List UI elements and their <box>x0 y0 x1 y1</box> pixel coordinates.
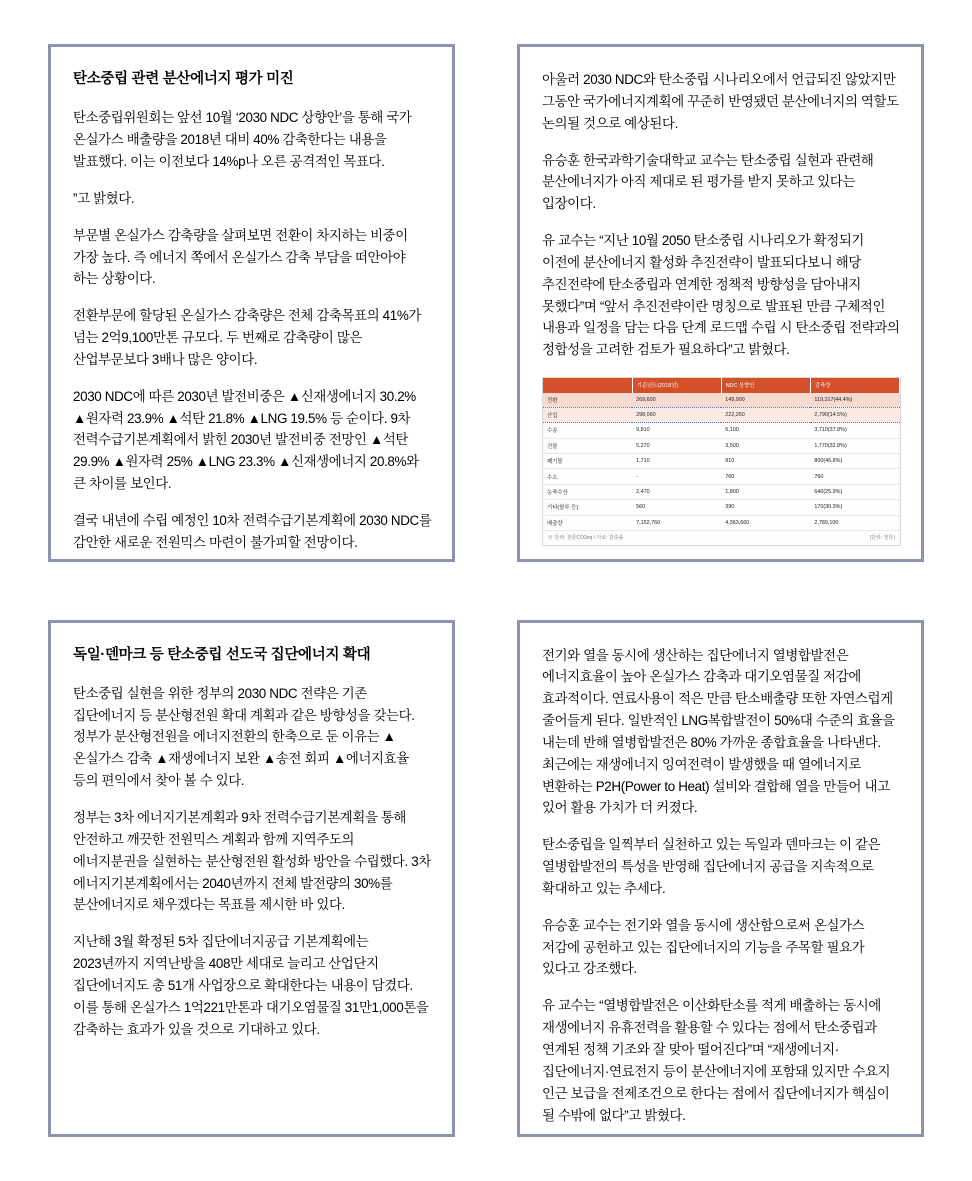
table-cell: 5,270 <box>632 438 721 453</box>
table-header-cell <box>543 378 632 392</box>
table-cell-label: 기타(탈루 등) <box>543 500 632 515</box>
figure-caption-left: ※ 단위: 천톤CO2eq / 자료: 감축률 <box>548 534 624 541</box>
emissions-reduction-table <box>543 378 900 531</box>
table-cell: 9,810 <box>632 423 721 438</box>
table-row <box>543 393 900 408</box>
page-title: 탄소중립 관련 분산에너지 평가 미진 <box>73 71 294 87</box>
table-header-cell: 감축량 <box>810 378 899 392</box>
table-row <box>543 484 900 499</box>
table-cell: 1,710 <box>632 454 721 469</box>
table-row <box>543 438 900 453</box>
table-cell-label: 산업 <box>543 407 632 422</box>
paragraph: 정부는 3차 에너지기본계획과 9차 전력수급기본계획을 통해 안전하고 깨끗한 전원믹스 계획과 함께 지역주도의 에너지분권을 실현하는 분산형전원 활성화 방안을 수립했다. 3차 에너지기본계획에서는 2040년까지 전체 발전량의 30%를 분산에너지로 채우겠다는 목표를 제시한 바 있다. <box>73 810 431 913</box>
paragraph: 전환부문에 할당된 온실가스 감축량은 전체 감축목표의 41%가 넘는 2억9,100만톤 규모다. 두 번째로 감축량이 많은 산업부문보다 3배나 많은 양이다. <box>73 308 422 367</box>
table-cell: 269,600 <box>632 393 721 408</box>
table-cell: 149,900 <box>721 393 810 408</box>
figure-caption <box>543 531 900 545</box>
table-cell: 640(25.9%) <box>810 484 899 499</box>
paragraph: 부문별 온실가스 감축량을 살펴보면 전환이 차지하는 비중이 가장 높다. 즉 에너지 쪽에서 온실가스 감축 부담을 떠안아야 하는 상황이다. <box>73 227 408 287</box>
table-cell-label: 건물 <box>543 438 632 453</box>
paragraph: 탄소중립위원회는 앞선 10월 ‘2030 NDC 상향안’을 통해 국가 온실가스 배출량을 2018년 대비 40% 감축한다는 내용을 발표했다. 이는 이전보다 14%p나 오른 공격적인 목표다. <box>73 110 412 169</box>
table-cell-label: 배출량 <box>543 515 632 530</box>
table-cell: 119,317(44.4%) <box>810 393 899 408</box>
table-cell-label: 폐기물 <box>543 454 632 469</box>
table-cell: 3,500 <box>721 438 810 453</box>
table-header-cell: NDC 상향안 <box>721 378 810 392</box>
paragraph: 2030 NDC에 따른 2030년 발전비중은 ▲신재생에너지 30.2% ▲원자력 23.9% ▲석탄 21.8% ▲LNG 19.5% 등 순이다. 9차 전력수급기본계획에서 밝힌 2030년 발전비중 전망인 ▲석탄 29.9% ▲원자력 25% ▲LNG 23.3% ▲신재생에너지 20.8%와 큰 차이를 보인다. <box>73 388 419 492</box>
table-cell: 2,789,100 <box>810 515 899 530</box>
table-cell: 3,710(37.8%) <box>810 423 899 438</box>
paragraph: 탄소중립 실현을 위한 정부의 2030 NDC 전략은 기존 집단에너지 등 분산형전원 확대 계획과 같은 방향성을 갖는다. 정부가 분산형전원을 에너지전환의 한축으로 둔 이유는 ▲온실가스 감축 ▲재생에너지 보완 ▲송전 회피 ▲에너지효율 등의 편익에서 찾아 볼 수 있다. <box>73 685 415 789</box>
table-cell: 910 <box>721 454 810 469</box>
paragraph: 아울러 2030 NDC와 탄소중립 시나리오에서 언급되진 않았지만 그동안 국가에너지계획에 꾸준히 반영됐던 분산에너지의 역할도 논의될 것으로 예상된다. <box>542 72 899 131</box>
paragraph: 유 교수는 “열병합발전은 이산화탄소를 적게 배출하는 동시에 재생에너지 유휴전력을 활용할 수 있다는 점에서 탄소중립과 연계된 정책 기조와 잘 맞아 떨어진다”며 “재생에너지·집단에너지·연료전지 등이 분산에너지에 포함돼 있지만 수요지 인근 보급을 전제조건으로 한다는 점에서 집단에너지가 핵심이 될 수밖에 없다”고 밝혔다. <box>542 998 891 1123</box>
table-row <box>543 515 900 530</box>
page-title: 독일·덴마크 등 탄소중립 선도국 집단에너지 확대 <box>73 646 371 663</box>
table-cell: 390 <box>721 500 810 515</box>
table-cell: 1,800 <box>721 484 810 499</box>
paragraph: 지난해 3월 확정된 5차 집단에너지공급 기본계획에는 2023년까지 지역난방을 408만 세대로 늘리고 산업단지 집단에너지도 총 51개 사업장으로 확대한다는 내용이 담겼다. 이를 통해 온실가스 1억221만톤과 대기오염물질 31만1,000톤을 감축하는 효과가 있을 것으로 기대하고 있다. <box>73 934 429 1037</box>
table-cell: 760 <box>810 469 899 484</box>
emissions-reduction-table-figure <box>542 377 901 546</box>
paragraph: 유승훈 한국과학기술대학교 교수는 탄소중립 실현과 관련해 분산에너지가 아직 제대로 된 평가를 받지 못하고 있다는 입장이다. <box>542 152 874 212</box>
paragraph: ”고 밝혔다. <box>73 190 135 206</box>
table-cell: 560 <box>632 500 721 515</box>
table-row <box>543 407 900 422</box>
table-header-cell: 기준년도(2018년) <box>632 378 721 392</box>
table-cell: 1,770(32.8%) <box>810 438 899 453</box>
table-cell: 2,790(14.5%) <box>810 407 899 422</box>
article-panel-top-left <box>48 44 455 562</box>
table-cell: 222,260 <box>721 407 810 422</box>
table-cell: 170(30.3%) <box>810 500 899 515</box>
paragraph: 유 교수는 “지난 10월 2050 탄소중립 시나리오가 확정되기 이전에 분산에너지 활성화 추진전략이 발표되다보니 해당 추진전략에 탄소중립과 연계한 정책적 방향성을 담아내지 못했다”며 “앞서 추진전략이란 명칭으로 발표된 만큼 구체적인 내용과 일정을 담는 다음 단계 로드맵 수립 시 탄소중립 전략과의 정합성을 고려한 검토가 필요하다”고 밝혔다. <box>542 233 900 358</box>
article-panel-bottom-right <box>517 620 924 1138</box>
paragraph: 결국 내년에 수립 예정인 10차 전력수급기본계획에 2030 NDC를 감안한 새로운 전원믹스 마련이 불가피할 전망이다. <box>73 512 432 550</box>
table-cell: 800(46.8%) <box>810 454 899 469</box>
table-cell: 6,100 <box>721 423 810 438</box>
table-cell: 7,152,760 <box>632 515 721 530</box>
figure-caption-right: (단위: 천톤) <box>869 534 895 541</box>
table-row <box>543 500 900 515</box>
table-row <box>543 454 900 469</box>
table-cell-label: 수송 <box>543 423 632 438</box>
table-cell: 760 <box>721 469 810 484</box>
table-row <box>543 469 900 484</box>
table-cell-label: 전환 <box>543 393 632 408</box>
table-cell: 298,060 <box>632 407 721 422</box>
table-cell: 4,363,660 <box>721 515 810 530</box>
table-cell: 2,470 <box>632 484 721 499</box>
table-header-row <box>543 378 900 392</box>
table-cell-label: 농축수산 <box>543 484 632 499</box>
paragraph: 유승훈 교수는 전기와 열을 동시에 생산함으로써 온실가스 저감에 공헌하고 있는 집단에너지의 기능을 주목할 필요가 있다고 강조했다. <box>542 917 865 977</box>
article-panel-top-right <box>517 44 924 562</box>
paragraph: 탄소중립을 일찍부터 실천하고 있는 독일과 덴마크는 이 같은 열병합발전의 특성을 반영해 집단에너지 공급을 지속적으로 확대하고 있는 추세다. <box>542 837 881 896</box>
paragraph: 전기와 열을 동시에 생산하는 집단에너지 열병합발전은 에너지효율이 높아 온실가스 감축과 대기오염물질 저감에 효과적이다. 연료사용이 적은 만큼 탄소배출량 또한 자연스럽게 줄어들게 된다. 일반적인 LNG복합발전이 50%대 수준의 효율을 내는데 반해 열병합발전은 80% 가까운 종합효율을 나타낸다. 최근에는 재생에너지 잉여전력이 발생했을 때 열에너지로 변환하는 P2H(Power to Heat) 설비와 결합해 열을 만들어 내고 있어 활용 가치가 더 커졌다. <box>542 647 895 816</box>
table-cell-label: 수소 <box>543 469 632 484</box>
article-panel-bottom-left <box>48 620 455 1138</box>
table-cell: - <box>632 469 721 484</box>
table-row <box>543 423 900 438</box>
